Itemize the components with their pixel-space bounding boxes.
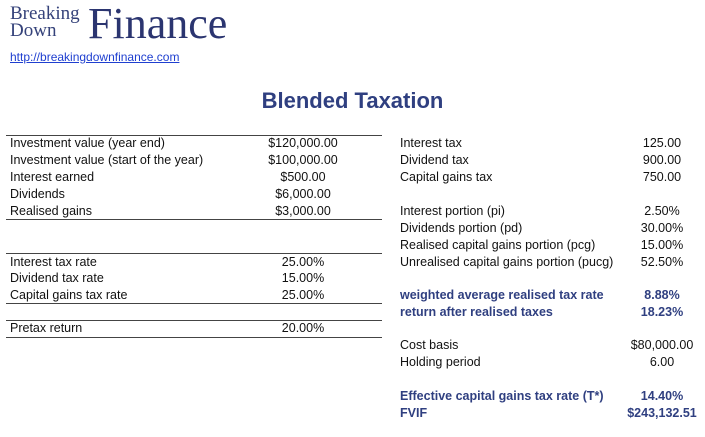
- row-value: 20.00%: [281, 321, 325, 335]
- row-value: 18.23%: [640, 305, 684, 319]
- row-label: Dividends portion (pd): [400, 221, 523, 235]
- page-title: Blended Taxation: [261, 88, 444, 113]
- row-label: FVIF: [400, 406, 428, 420]
- logo-down: Down: [10, 20, 57, 41]
- row-label: Capital gains tax: [400, 170, 493, 184]
- divider: [6, 253, 382, 254]
- row-label: Dividends: [10, 187, 65, 201]
- row-label: Capital gains tax rate: [10, 288, 128, 302]
- row-value: $6,000.00: [275, 187, 331, 201]
- row-label: Realised gains: [10, 204, 92, 218]
- row-value: $80,000.00: [630, 338, 694, 352]
- row-label: Interest tax rate: [10, 255, 97, 269]
- row-label: Investment value (year end): [10, 136, 165, 150]
- row-label: Realised capital gains portion (pcg): [400, 238, 596, 252]
- row-value: $3,000.00: [275, 204, 331, 218]
- row-value: 750.00: [642, 170, 682, 184]
- row-value: 15.00%: [281, 271, 325, 285]
- row-value: $120,000.00: [268, 136, 338, 150]
- row-label: Interest earned: [10, 170, 95, 184]
- divider: [6, 135, 382, 136]
- row-value: 900.00: [642, 153, 682, 167]
- row-value: 14.40%: [640, 389, 684, 403]
- row-value: 6.00: [649, 355, 675, 369]
- row-value: 8.88%: [644, 288, 680, 302]
- row-label: Holding period: [400, 355, 481, 369]
- row-value: 2.50%: [644, 204, 680, 218]
- row-label: Investment value (start of the year): [10, 153, 204, 167]
- logo-breaking: Breaking: [10, 3, 80, 24]
- row-value: 125.00: [642, 136, 682, 150]
- row-label: Dividend tax rate: [10, 271, 104, 285]
- row-label: Dividend tax: [400, 153, 469, 167]
- divider: [6, 320, 382, 321]
- row-value: 52.50%: [640, 255, 684, 269]
- row-value: 25.00%: [281, 255, 325, 269]
- divider: [6, 337, 382, 338]
- logo-finance: Finance: [88, 0, 228, 48]
- row-value: 15.00%: [640, 238, 684, 252]
- website-link[interactable]: http://breakingdownfinance.com: [10, 50, 180, 64]
- divider: [6, 219, 382, 220]
- row-label: Pretax return: [10, 321, 83, 335]
- row-label: weighted average realised tax rate: [400, 288, 604, 302]
- row-label: Interest tax: [400, 136, 462, 150]
- divider: [6, 303, 382, 304]
- row-value: 30.00%: [640, 221, 684, 235]
- row-value: 25.00%: [281, 288, 325, 302]
- row-label: Effective capital gains tax rate (T*): [400, 389, 604, 403]
- row-value: $243,132.51: [627, 406, 697, 420]
- row-value: $100,000.00: [268, 153, 338, 167]
- row-label: Unrealised capital gains portion (pucg): [400, 255, 614, 269]
- row-label: Interest portion (pi): [400, 204, 505, 218]
- row-value: $500.00: [280, 170, 326, 184]
- row-label: return after realised taxes: [400, 305, 553, 319]
- row-label: Cost basis: [400, 338, 459, 352]
